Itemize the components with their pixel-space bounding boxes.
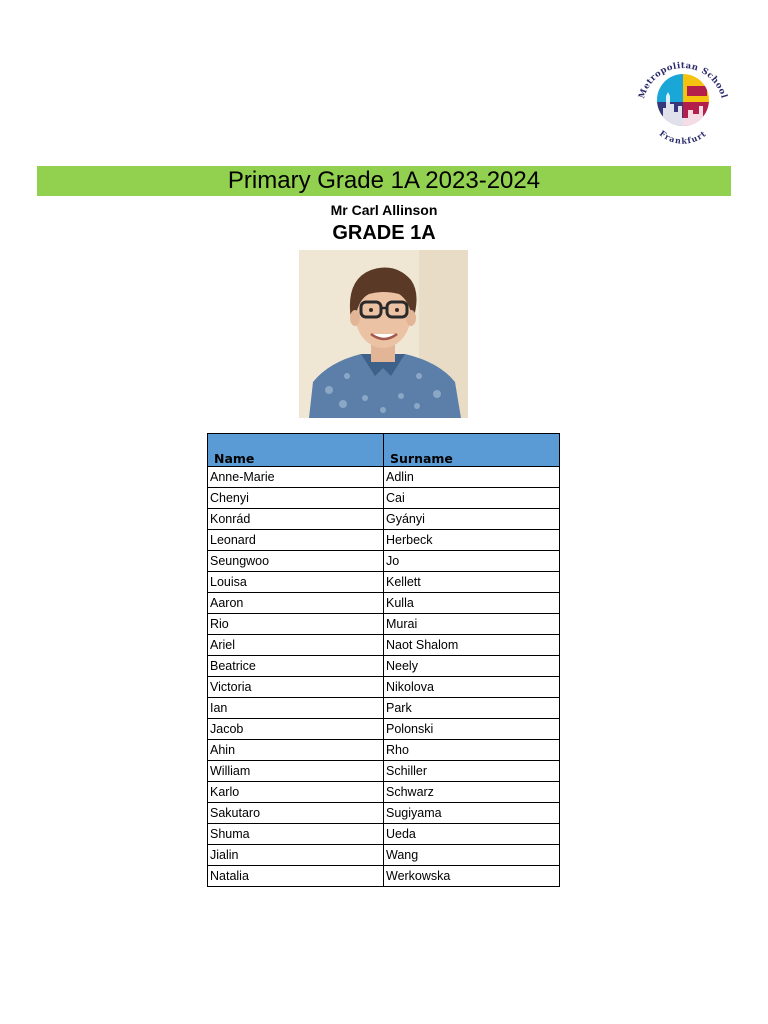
svg-text:Frankfurt	[658, 128, 709, 146]
table-row	[208, 656, 560, 677]
table-row	[208, 824, 560, 845]
table-row	[208, 593, 560, 614]
table-header-row	[208, 434, 560, 467]
surname-cell: Schwarz	[384, 782, 560, 803]
name-cell: Seungwoo	[208, 551, 384, 572]
table-row	[208, 572, 560, 593]
table-row	[208, 761, 560, 782]
table-row	[208, 635, 560, 656]
name-cell: Karlo	[208, 782, 384, 803]
name-cell: Natalia	[208, 866, 384, 887]
table-row	[208, 551, 560, 572]
surname-cell: Adlin	[384, 467, 560, 488]
name-cell: Konrád	[208, 509, 384, 530]
surname-cell: Schiller	[384, 761, 560, 782]
table-row	[208, 845, 560, 866]
name-cell: Beatrice	[208, 656, 384, 677]
table-row	[208, 698, 560, 719]
table-row	[208, 719, 560, 740]
surname-cell: Nikolova	[384, 677, 560, 698]
surname-cell: Gyányi	[384, 509, 560, 530]
logo-badge: MSF	[690, 89, 706, 96]
surname-cell: Kellett	[384, 572, 560, 593]
table-row	[208, 866, 560, 887]
column-header-name: Name	[208, 434, 384, 467]
surname-cell: Werkowska	[384, 866, 560, 887]
surname-cell: Murai	[384, 614, 560, 635]
table-row	[208, 740, 560, 761]
table-row	[208, 509, 560, 530]
surname-cell: Herbeck	[384, 530, 560, 551]
logo-bottom-text: Frankfurt	[657, 128, 709, 146]
name-cell: Jacob	[208, 719, 384, 740]
table-row	[208, 803, 560, 824]
surname-cell: Kulla	[384, 593, 560, 614]
table-row	[208, 467, 560, 488]
name-cell: Rio	[208, 614, 384, 635]
surname-cell: Wang	[384, 845, 560, 866]
surname-cell: Jo	[384, 551, 560, 572]
name-cell: Anne-Marie	[208, 467, 384, 488]
name-cell: Sakutaro	[208, 803, 384, 824]
name-cell: Aaron	[208, 593, 384, 614]
table-row	[208, 677, 560, 698]
student-roster-table	[207, 433, 560, 887]
table-row	[208, 530, 560, 551]
table-row	[208, 782, 560, 803]
page-title: Primary Grade 1A 2023-2024	[227, 167, 541, 194]
surname-cell: Ueda	[384, 824, 560, 845]
name-cell: Shuma	[208, 824, 384, 845]
teacher-name: Mr Carl Allinson	[330, 202, 438, 218]
surname-cell: Polonski	[384, 719, 560, 740]
school-logo	[633, 56, 733, 156]
teacher-photo	[299, 250, 468, 418]
name-cell: Ariel	[208, 635, 384, 656]
surname-cell: Cai	[384, 488, 560, 509]
surname-cell: Neely	[384, 656, 560, 677]
name-cell: Ian	[208, 698, 384, 719]
surname-cell: Park	[384, 698, 560, 719]
surname-cell: Rho	[384, 740, 560, 761]
surname-cell: Naot Shalom	[384, 635, 560, 656]
name-cell: Victoria	[208, 677, 384, 698]
name-cell: Jialin	[208, 845, 384, 866]
grade-heading: GRADE 1A	[332, 222, 436, 244]
surname-cell: Sugiyama	[384, 803, 560, 824]
name-cell: Ahin	[208, 740, 384, 761]
name-cell: Chenyi	[208, 488, 384, 509]
column-header-surname: Surname	[384, 434, 560, 467]
name-cell: Louisa	[208, 572, 384, 593]
page-title-banner	[37, 166, 731, 196]
table-row	[208, 614, 560, 635]
logo-arc-text: Metropolitan School	[637, 60, 729, 100]
table-row	[208, 488, 560, 509]
name-cell: William	[208, 761, 384, 782]
name-cell: Leonard	[208, 530, 384, 551]
